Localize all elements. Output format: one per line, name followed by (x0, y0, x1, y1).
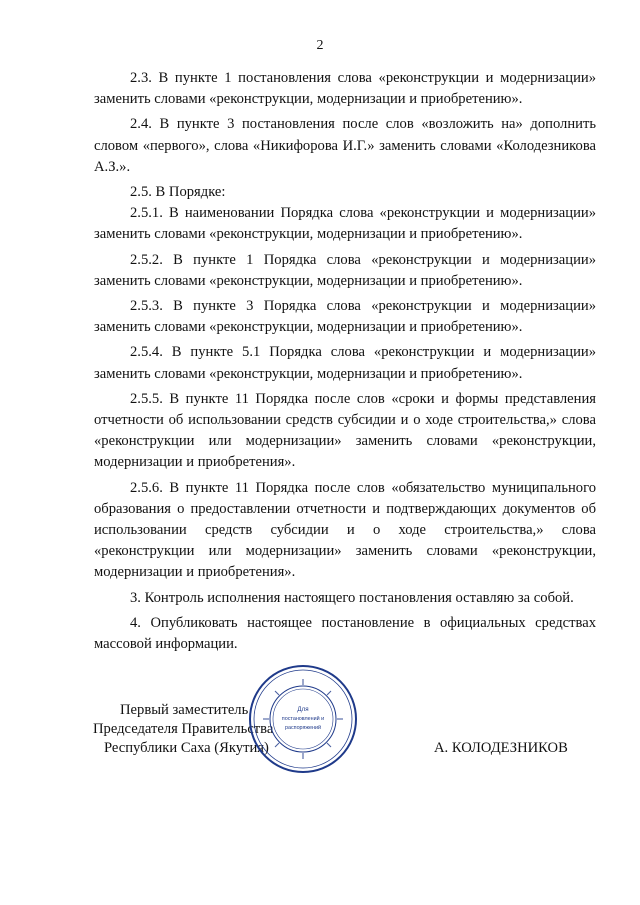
paragraph-2-5-4: 2.5.4. В пункте 5.1 Порядка слова «реконструкции и модернизации» заменить словами «реконструкции, модернизации и приобретению». (94, 344, 596, 382)
paragraph-3: 3. Контроль исполнения настоящего постановления оставляю за собой. (130, 589, 574, 606)
paragraph-2-5-6: 2.5.6. В пункте 11 Порядка после слов «обязательство муниципального образования о предоставлении отчетности и подтверждающих документов об использовании средств субсидии и о ходе строительства,» слова «реконструкции или модернизации» заменить словами «реконструкции, модернизации и приобретения». (94, 479, 596, 581)
page-number: 2 (316, 38, 324, 53)
seal-center-line-2: постановлений и (281, 716, 325, 722)
document-body (94, 68, 596, 659)
paragraph-2-5-1: 2.5.1. В наименовании Порядка слова «реконструкции и модернизации» заменить словами «реконструкции, модернизации и приобретению». (94, 205, 596, 243)
paragraph-2-4: 2.4. В пункте 3 постановления после слов «возложить на» дополнить словом «первого», слова «Никифорова И.Г.» заменить словами «Колодезникова А.З.». (94, 116, 596, 175)
paragraph-2-3: 2.3. В пункте 1 постановления слова «реконструкции и модернизации» заменить словами «реконструкции, модернизации и приобретению». (94, 70, 596, 108)
signatory-name: А. КОЛОДЕЗНИКОВ (434, 740, 568, 756)
signatory-title-line-1: Первый заместитель (120, 702, 249, 718)
paragraph-2-5-2: 2.5.2. В пункте 1 Порядка слова «реконструкции и модернизации» заменить словами «реконструкции, модернизации и приобретению». (94, 251, 596, 289)
signatory-title-line-3: Республики Саха (Якутия) (104, 740, 269, 756)
paragraph-2-5: 2.5. В Порядке: (130, 184, 226, 201)
seal-center-line-1: Для (297, 706, 309, 713)
paragraph-2-5-3: 2.5.3. В пункте 3 Порядка слова «реконструкции и модернизации» заменить словами «реконструкции, модернизации и приобретению». (94, 298, 596, 336)
paragraph-4: 4. Опубликовать настоящее постановление в официальных средствах массовой информации. (94, 614, 596, 653)
paragraph-2-5-5: 2.5.5. В пункте 11 Порядка после слов «сроки и формы представления отчетности об использовании средств субсидии и о ходе строительства,» слова «реконструкции или модернизации» заменить словами «реконструкции, модернизации и приобретения». (94, 390, 596, 471)
official-seal (247, 663, 359, 775)
signatory-title-line-2: Председателя Правительства (93, 721, 274, 737)
seal-center-line-3: распоряжений (284, 725, 322, 731)
